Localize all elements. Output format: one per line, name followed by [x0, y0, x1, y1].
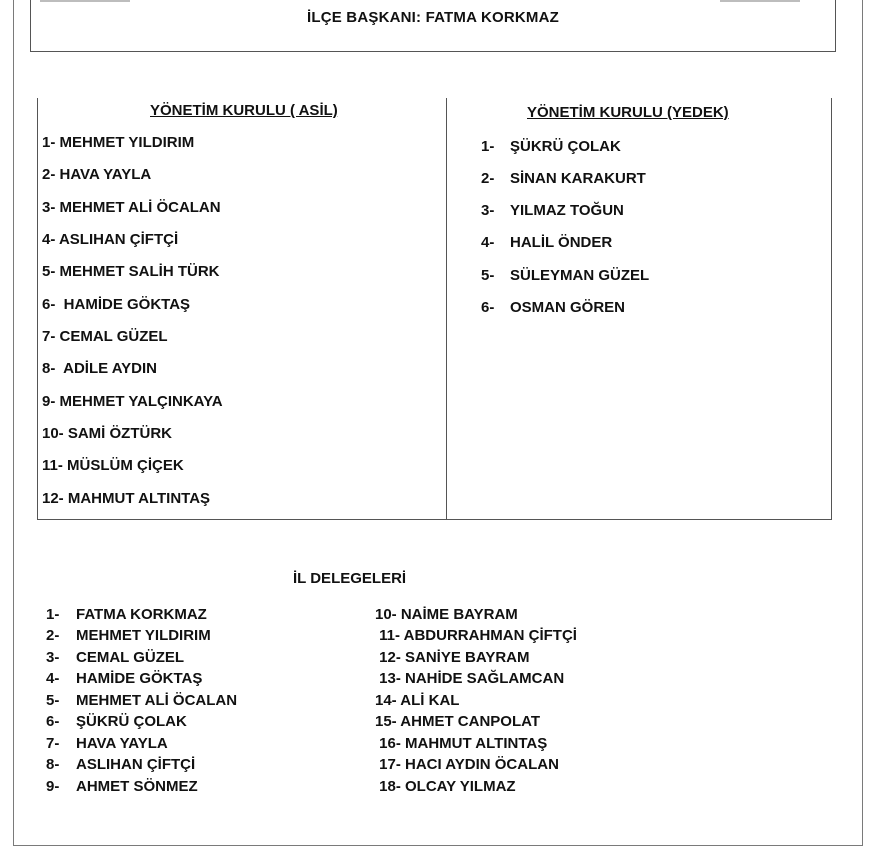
delegate-name: AHMET SÖNMEZ: [76, 778, 198, 795]
delegate-item: 11- ABDURRAHMAN ÇİFTÇİ: [375, 627, 577, 644]
delegate-name: ASLIHAN ÇİFTÇİ: [76, 756, 196, 773]
asil-member: 10- SAMİ ÖZTÜRK: [42, 425, 173, 442]
asil-member: 2- HAVA YAYLA: [42, 166, 152, 183]
asil-member: 6- HAMİDE GÖKTAŞ: [42, 296, 191, 313]
delegate-name: MEHMET ALİ ÖCALAN: [76, 692, 238, 709]
delegate-number: 4-: [46, 670, 60, 687]
delegate-number: 9-: [46, 778, 60, 795]
asil-member: 5- MEHMET SALİH TÜRK: [42, 263, 220, 280]
delegate-name: HAMİDE GÖKTAŞ: [76, 670, 203, 687]
delegate-number: 7-: [46, 735, 60, 752]
asil-member: 4- ASLIHAN ÇİFTÇİ: [42, 231, 179, 248]
yedek-number: 1-: [481, 138, 495, 155]
delegate-item: 12- SANİYE BAYRAM: [375, 649, 530, 666]
board-asil-title: YÖNETİM KURULU ( ASİL): [150, 102, 338, 119]
asil-member: 7- CEMAL GÜZEL: [42, 328, 168, 345]
asil-member: 11- MÜSLÜM ÇİÇEK: [42, 457, 184, 474]
yedek-number: 3-: [481, 202, 495, 219]
delegate-name: HAVA YAYLA: [76, 735, 168, 752]
delegate-item: 10- NAİME BAYRAM: [375, 606, 518, 623]
asil-member: 3- MEHMET ALİ ÖCALAN: [42, 199, 221, 216]
asil-member: 1- MEHMET YILDIRIM: [42, 134, 195, 151]
yedek-number: 5-: [481, 267, 495, 284]
yedek-number: 4-: [481, 234, 495, 251]
board-column-divider: [446, 98, 447, 520]
delegate-number: 3-: [46, 649, 60, 666]
board-yedek-title: YÖNETİM KURULU (YEDEK): [527, 104, 729, 121]
yedek-member: OSMAN GÖREN: [510, 299, 626, 316]
delegate-name: FATMA KORKMAZ: [76, 606, 207, 623]
header-box: [30, 0, 836, 52]
delegates-title: İL DELEGELERİ: [293, 570, 407, 587]
asil-member: 9- MEHMET YALÇINKAYA: [42, 393, 223, 410]
yedek-member: SİNAN KARAKURT: [510, 170, 646, 187]
yedek-member: YILMAZ TOĞUN: [510, 202, 624, 219]
chairman-title: İLÇE BAŞKANI: FATMA KORKMAZ: [306, 9, 560, 26]
delegate-name: MEHMET YILDIRIM: [76, 627, 211, 644]
delegate-item: 14- ALİ KAL: [375, 692, 460, 709]
yedek-member: SÜLEYMAN GÜZEL: [510, 267, 650, 284]
asil-member: 8- ADİLE AYDIN: [42, 360, 158, 377]
delegate-number: 2-: [46, 627, 60, 644]
yedek-member: ŞÜKRÜ ÇOLAK: [510, 138, 621, 155]
delegate-number: 1-: [46, 606, 60, 623]
delegate-item: 16- MAHMUT ALTINTAŞ: [375, 735, 548, 752]
delegate-item: 15- AHMET CANPOLAT: [375, 713, 540, 730]
delegate-number: 8-: [46, 756, 60, 773]
delegate-name: ŞÜKRÜ ÇOLAK: [76, 713, 187, 730]
delegate-name: CEMAL GÜZEL: [76, 649, 185, 666]
delegate-number: 5-: [46, 692, 60, 709]
asil-member: 12- MAHMUT ALTINTAŞ: [42, 490, 211, 507]
delegate-number: 6-: [46, 713, 60, 730]
yedek-number: 6-: [481, 299, 495, 316]
delegate-item: 13- NAHİDE SAĞLAMCAN: [375, 670, 565, 687]
delegate-item: 18- OLCAY YILMAZ: [375, 778, 516, 795]
yedek-number: 2-: [481, 170, 495, 187]
delegate-item: 17- HACI AYDIN ÖCALAN: [375, 756, 559, 773]
yedek-member: HALİL ÖNDER: [510, 234, 613, 251]
